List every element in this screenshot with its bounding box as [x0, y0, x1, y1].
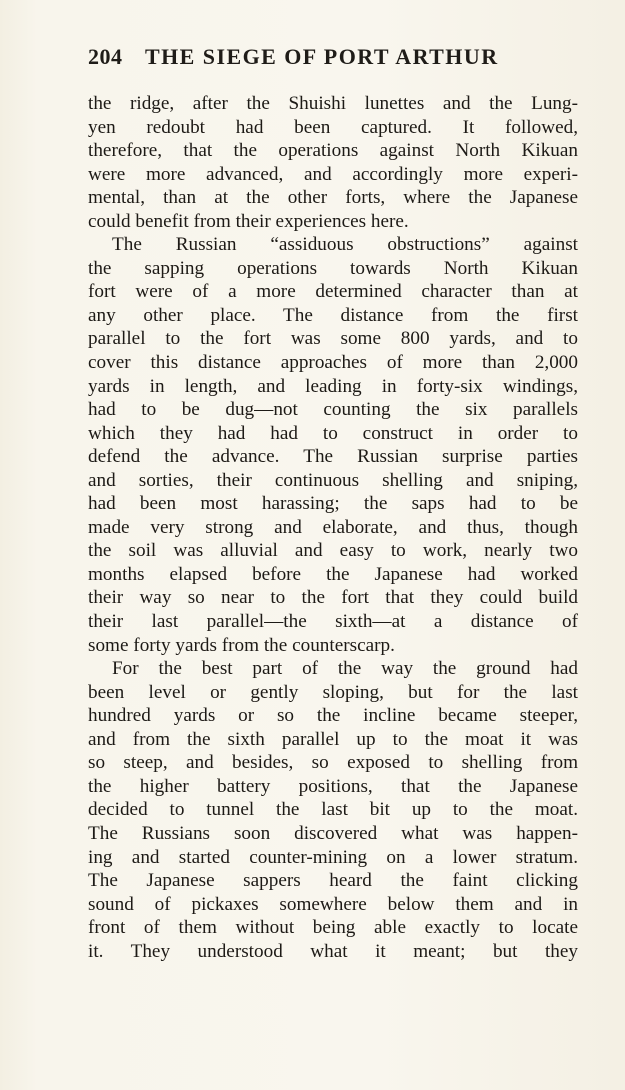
text-line: which they had had to construct in order to	[88, 422, 578, 444]
text-line: yards in length, and leading in forty-six windings,	[88, 375, 578, 397]
text-line: their way so near to the fort that they could build	[88, 587, 578, 609]
text-line: The Japanese sappers heard the faint clicking	[88, 870, 578, 892]
text-line: the higher battery positions, that the Japanese	[88, 775, 578, 797]
page-number: 204	[88, 44, 123, 69]
text-line: so steep, and besides, so exposed to shelling from	[88, 752, 578, 774]
text-line: could benefit from their experiences here.	[88, 210, 409, 232]
text-line: were more advanced, and accordingly more experi-	[88, 163, 578, 185]
text-line: hundred yards or so the incline became steeper,	[88, 705, 578, 727]
text-line: parallel to the fort was some 800 yards, and to	[88, 328, 578, 350]
text-line: their last parallel—the sixth—at a distance of	[88, 611, 578, 633]
text-line: ing and started counter-mining on a lower stratum.	[88, 846, 578, 868]
text-line: The Russians soon discovered what was happen-	[88, 822, 578, 844]
text-line: defend the advance. The Russian surprise parties	[88, 446, 578, 468]
text-line: it. They understood what it meant; but they	[88, 940, 578, 962]
text-line: months elapsed before the Japanese had worked	[88, 563, 578, 585]
text-line: some forty yards from the counterscarp.	[88, 634, 395, 656]
running-head-title: THE SIEGE OF PORT ARTHUR	[145, 44, 499, 69]
text-line: mental, than at the other forts, where the Japanese	[88, 187, 578, 209]
text-line: had to be dug—not counting the six parallels	[88, 399, 578, 421]
text-line: the soil was alluvial and easy to work, nearly two	[88, 540, 578, 562]
text-line: and sorties, their continuous shelling and sniping,	[88, 469, 578, 491]
body-text	[88, 92, 578, 963]
text-line: the ridge, after the Shuishi lunettes and the Lung-	[88, 93, 578, 114]
text-line: front of them without being able exactly to locate	[88, 917, 578, 939]
page-header	[88, 44, 578, 74]
text-line: therefore, that the operations against North Kikuan	[88, 140, 578, 162]
text-line: For the best part of the way the ground had	[112, 658, 578, 680]
text-line: sound of pickaxes somewhere below them and in	[88, 893, 578, 915]
text-line: cover this distance approaches of more than 2,000	[88, 352, 578, 374]
text-line: made very strong and elaborate, and thus, though	[88, 516, 578, 538]
text-line: The Russian “assiduous obstructions” against	[112, 234, 578, 256]
text-line: any other place. The distance from the first	[88, 304, 578, 326]
text-line: and from the sixth parallel up to the moat it was	[88, 728, 578, 750]
text-line: fort were of a more determined character than at	[88, 281, 578, 303]
text-line: decided to tunnel the last bit up to the moat.	[88, 799, 578, 821]
text-line: had been most harassing; the saps had to be	[88, 493, 578, 515]
text-line: the sapping operations towards North Kikuan	[88, 257, 578, 279]
text-line: been level or gently sloping, but for the last	[88, 681, 578, 703]
text-line: yen redoubt had been captured. It followed,	[88, 116, 578, 138]
